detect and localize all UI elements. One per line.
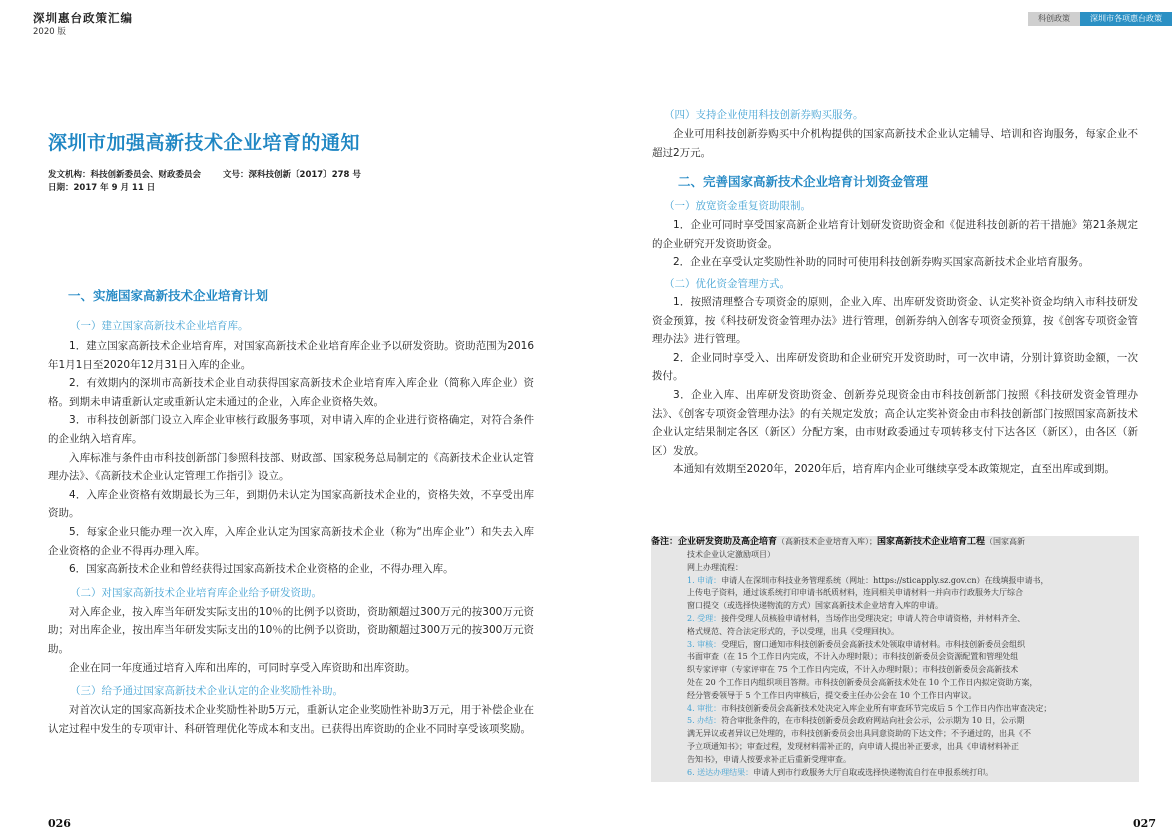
right-page [586, 0, 1172, 838]
flow-step-text: 书面审查（在 15 个工作日内完成，不计入办理时限）；市科技创新委员会资源配置和管理处组 [687, 652, 1019, 662]
flow-step-label: 5. 办结： [687, 716, 722, 726]
flow-step-line [687, 587, 1139, 600]
issuer-value: 科技创新委员会、财政委员会 [90, 170, 202, 180]
paragraph: 1．按照清理整合专项资金的原则，企业入库、出库研发资助资金、认定奖补资金均纳入市科技研发资金预算，按《科技研发资金管理办法》进行管理，创新券纳入创客专项资金预算，按《创客专项资金管理办法》进行管理。 [652, 295, 1138, 346]
flow-step-text: 予立项通知书》；审查过程，发现材料需补正的，向申请人提出补正要求，出具《申请材料补正 [687, 741, 1019, 751]
paragraph: 企业在同一年度通过培育入库和出库的，可同时享受入库资助和出库资助。 [69, 661, 416, 674]
remark-item-1: 企业研发资助及高企培育 [678, 537, 778, 547]
page-number: 026 [48, 817, 71, 830]
flow-step-line [687, 741, 1139, 754]
paragraph: 企业可用科技创新券购买中介机构提供的国家高新技术企业认定辅导、培训和咨询服务，每家企业不超过2万元。 [652, 128, 1138, 159]
paragraph: 对入库企业，按入库当年研发实际支出的10％的比例予以资助，资助额超过300万元的按300万元资助；对出库企业，按出库当年研发实际支出的10％的比例予以资助，资助额超过300万元的按300万元资助。 [48, 605, 534, 655]
remark-heading [651, 535, 1139, 549]
flow-step-line [687, 677, 1139, 690]
flow-step-text: 格式规范、符合法定形式的，予以受理，出具《受理回执》。 [687, 626, 899, 636]
paragraph: 2．企业同时享受入、出库研发资助和企业研究开发资助时，可一次申请，分别计算资助金额，一次拨付。 [652, 351, 1138, 383]
flow-step-label: 2. 受理： [687, 613, 722, 623]
paragraph: 4．入库企业资格有效期最长为三年，到期仍未认定为国家高新技术企业的，资格失效，不享受出库资助。 [48, 488, 534, 520]
right-body [652, 107, 1138, 479]
flow-step-text: 申请人在深圳市科技业务管理系统（网址：https://sticapply.sz.gov.cn）在线填报申请书， [721, 575, 1049, 585]
paragraph: 对首次认定的国家高新技术企业奖励性补助5万元，重新认定企业奖励性补助3万元，用于补偿企业在认定过程中发生的专项审计、科研管理优化等成本和支出。已获得出库资助的企业不同时享受该项奖励。 [48, 704, 534, 735]
flow-step-label: 1. 申请： [687, 575, 722, 585]
paragraph: 1．企业可同时享受国家高新企业培育计划研发资助资金和《促进科技创新的若干措施》第21条规定的企业研究开发资助资金。 [652, 219, 1138, 250]
flow-step-text: 申请人到市行政服务大厅自取或选择快递物流自行在申报系统打印。 [753, 767, 994, 777]
date-label: 日期： [48, 183, 74, 193]
flow-step-line [687, 639, 1139, 652]
issuer-label: 发文机构： [48, 170, 91, 180]
flow-step-label: 6. 送达办理结果： [687, 767, 754, 777]
flow-step-text: 满无异议或者异议已处理的，市科技创新委员会出具同意资助的下达文件；不予通过的，出具《不 [687, 729, 1031, 739]
subsection-heading: （三）给予通过国家高新技术企业认定的企业奖励性补助。 [70, 685, 343, 698]
remark-continuation: 技术企业认定激励项目） [687, 550, 775, 559]
flow-step-text: 处在 20 个工作日内组织项目答辩。市科技创新委员会高新技术处在 10 个工作日内拟定资助方案， [687, 677, 1038, 687]
paragraph: 3．企业入库、出库研发资助资金、创新券兑现资金由市科技创新部门按照《科技研发资金管理办法》、《创客专项资金管理办法》的有关规定发放；高企认定奖补资金由市科技创新部门按照国家高新技术企业认定结果制定各区（新区）分配方案，由市财政委通过专项转移支付下达各区（新区），由各区（新区）发放。 [652, 388, 1138, 457]
flow-step-label: 3. 审核： [687, 639, 722, 649]
flow-step-line [687, 728, 1139, 741]
book-year: 2020 版 [33, 27, 66, 37]
section-heading: 二、完善国家高新技术企业培育计划资金管理 [678, 174, 929, 190]
subsection-heading: （二）优化资金管理方式。 [664, 277, 790, 290]
paragraph: 2．有效期内的深圳市高新技术企业自动获得国家高新技术企业培育库入库企业（简称入库企业）资格。到期未申请重新认定或重新认定未通过的企业，入库企业资格失效。 [48, 377, 534, 408]
flow-step-text: 受理后，窗口通知市科技创新委员会高新技术处领取申请材料。市科技创新委员会组织 [721, 639, 1026, 649]
document-meta-issuer [48, 168, 361, 180]
flow-step-text: 上传电子资料，通过该系统打印申请书纸质材料，连同相关申请材料一并向市行政服务大厅综合 [687, 588, 1023, 598]
flow-step-text: 经分管委领导于 5 个工作日内审核后，提交委主任办公会在 10 个工作日内审议。 [687, 690, 977, 700]
document-meta-date [48, 181, 155, 193]
breadcrumb-category: 科创政策 [1028, 12, 1080, 26]
flow-step-text: 织专家评审（专家评审在 75 个工作日内完成，不计入办理时限）；市科技创新委员会高新技术 [687, 665, 1019, 675]
section-heading: 一、实施国家高新技术企业培育计划 [68, 288, 269, 303]
flow-step-line [687, 613, 1139, 626]
book-title: 深圳惠台政策汇编 [33, 11, 133, 25]
left-body [48, 286, 534, 738]
paragraph: 2．企业在享受认定奖励性补助的同时可使用科技创新券购买国家高新技术企业培育服务。 [673, 256, 1090, 269]
flow-step-line [687, 626, 1139, 639]
flow-step-text: 符合审批条件的，在市科技创新委员会政府网站向社会公示，公示期为 10 日，公示期 [721, 716, 1025, 726]
remark-box [651, 536, 1139, 782]
doc-no-label: 文号： [223, 170, 249, 180]
flow-step-line [687, 664, 1139, 677]
date-value: 2017 年 9 月 11 日 [73, 183, 156, 193]
remark-item-1-detail: （高新技术企业培育入库）； [777, 537, 878, 546]
flow-step-line [687, 715, 1139, 728]
flow-step-text: 告知书》，申请人按要求补正后重新受理审查。 [687, 754, 851, 764]
remark-item-2-detail: （国家高新 [985, 537, 1026, 546]
paragraph: 入库标准与条件由市科技创新部门参照科技部、财政部、国家税务总局制定的《高新技术企业认定管理办法》、《高新技术企业认定管理工作指引》设立。 [48, 451, 534, 483]
flow-step-text: 窗口提交（或选择快递物流的方式）国家高新技术企业培育入库的申请。 [687, 601, 943, 611]
document-title: 深圳市加强高新技术企业培育的通知 [48, 132, 361, 154]
flow-step-line [687, 690, 1139, 703]
paragraph: 6．国家高新技术企业和曾经获得过国家高新技术企业资格的企业，不得办理入库。 [69, 563, 454, 576]
subsection-heading: （二）对国家高新技术企业培育库企业给予研发资助。 [70, 586, 322, 599]
subsection-heading: （一）放宽资金重复资助限制。 [664, 200, 811, 213]
flow-step-line [687, 703, 1139, 716]
flow-step-line [687, 767, 1139, 780]
paragraph: 本通知有效期至2020年，2020年后，培育库内企业可继续享受本政策规定，直至出库或到期。 [673, 463, 1115, 476]
paragraph: 3．市科技创新部门设立入库企业审核行政服务事项，对申请入库的企业进行资格确定，对符合条件的企业纳入培育库。 [48, 414, 534, 445]
subsection-heading: （四）支持企业使用科技创新券购买服务。 [664, 109, 864, 121]
flow-step-text: 接件受理人员核验申请材料，当场作出受理决定；申请人符合申请资格，并材料齐全、 [721, 613, 1026, 623]
paragraph: 5．每家企业只能办理一次入库，入库企业认定为国家高新技术企业（称为“出库企业”）和失去入库企业资格的企业不得再办理入库。 [48, 525, 534, 557]
flow-title: 网上办理流程： [687, 562, 743, 572]
flow-step-line [687, 575, 1139, 588]
flow-step-label: 4. 审批： [687, 703, 722, 713]
flow-step-line [687, 600, 1139, 613]
breadcrumb-section: 深圳市各项惠台政策 [1080, 12, 1172, 26]
page-number: 027 [1133, 817, 1156, 830]
flow-step-line [687, 754, 1139, 767]
flow-step-text: 市科技创新委员会高新技术处决定入库企业所有审查环节完成后 5 个工作日内作出审查决定； [721, 703, 1052, 713]
remark-label: 备注： [651, 537, 679, 547]
subsection-heading: （一）建立国家高新技术企业培育库。 [70, 320, 249, 332]
remark-item-2: 国家高新技术企业培育工程 [877, 537, 986, 547]
paragraph: 1．建立国家高新技术企业培育库，对国家高新技术企业培育库企业予以研发资助。资助范围为2016年1月1日至2020年12月31日入库的企业。 [48, 340, 534, 371]
section-breadcrumb [1028, 12, 1172, 26]
flow-steps [651, 575, 1139, 780]
flow-step-line [687, 651, 1139, 664]
doc-no-value: 深科技创新〔2017〕278 号 [248, 170, 361, 180]
